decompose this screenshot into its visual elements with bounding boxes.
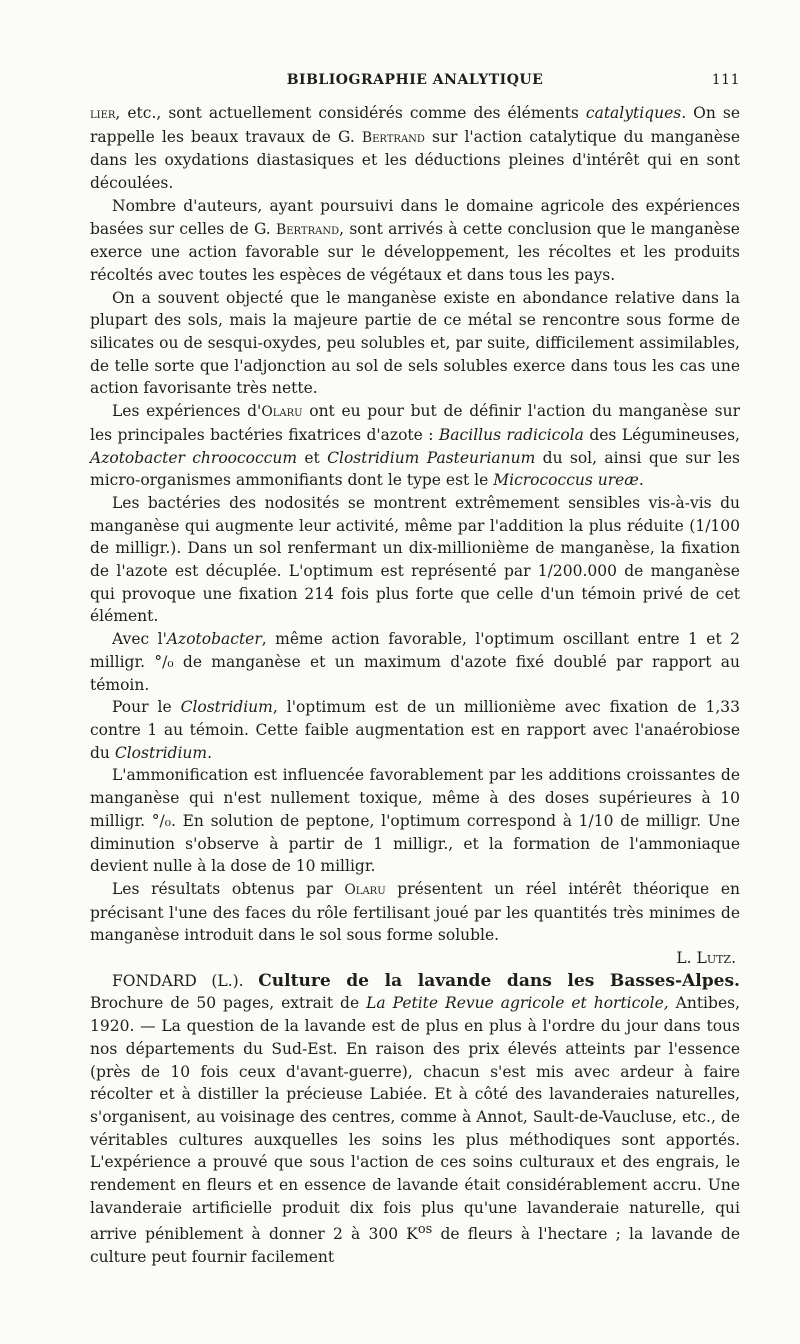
text-run: sur l'action catalytique du manganèse dans les oxydations diastasiques et les déductions pleines d'intérêt qui en sont découlées. [90,127,740,193]
text-run: Antibes, 1920. — La question de la lavande est de plus en plus à l'ordre du jour dans tous nos départements du Sud-Est. En raison des prix élevés atteints par l'essence (près de 10 fois ceux d'avant-guerre), chacun s'est mis avec ardeur à faire récolter et à distiller la précieuse Labiée. Et à côté des lavanderaies naturelles, s'organisent, au voisinage des centres, comme à Annot, Sault-de-Vaucluse, etc., de véritables cultures auxquelles les soins les plus méthodiques sont apportés. L'expérience a prouvé que sous l'action de ces soins culturaux et des engrais, le rendement en fleurs et en essence de lavande était considérablement accru. Une lavanderaie artificielle produit dix fois plus qu'une lavanderaie naturelle, qui arrive péniblement à donner 2 à 300 K [90,994,740,1244]
text-run: , l'optimum est de un millionième avec fixation de 1,33 contre 1 au témoin. Cette faible augmentation est en rapport avec l'anaérobiose du [90,698,740,762]
page-body [90,102,740,1269]
entry-title: Culture de la lavande dans les Basses-Alpes. [258,970,740,991]
species-name: Azotobacter [166,630,262,649]
paragraph-7 [90,696,740,764]
species-name: Azotobacter chroococcum [90,448,298,467]
text-run: Avec l' [112,630,167,649]
text-run: Pour le [112,698,181,717]
text-run: Les expériences d' [112,402,262,421]
paragraph-9 [90,878,740,947]
author-name: Olaru [344,881,386,898]
text-run: Les résultats obtenus par [112,879,345,898]
text-run: , etc., sont actuellement considérés comme des éléments [115,104,586,122]
text-run: du sol, ainsi que sur les micro-organismes ammonifiants dont le type est le [90,448,740,490]
text-run: , même action favorable, l'optimum oscillant entre 1 et 2 milligr. °/₀ de manganèse et un maximum d'azote fixé doublé par rapport au témoin. [90,630,740,694]
paragraph-6 [90,628,740,696]
text-run: , sont arrivés à cette conclusion que le manganèse exerce une action favorable sur le développement, les récoltes et les produits récoltés avec toutes les espèces de végétaux et dans tous les pays. [90,219,740,284]
text-run: des Légumineuses, [583,425,740,444]
text-run: ont eu pour but de définir l'action du manganèse sur les principales bactéries fixatrices d'azote : [90,402,740,444]
species-name: Micrococcus ureæ. [493,471,644,490]
text-run: Les bactéries des nodosités se montrent extrêmement sensibles vis-à-vis du manganèse qui augmente leur activité, même par l'addition la plus réduite (1/100 de milligr.). Dans un sol renfermant un dix-millionième de manganèse, la fixation de l'azote est décuplée. L'optimum est représenté par 1/200.000 de manganèse qui provoque une fixation 214 fois plus forte que celle d'un témoin privé de cet élément. [90,493,740,626]
paragraph-3 [90,287,740,401]
journal-name: La Petite Revue agricole et horticole, [366,994,669,1013]
text-run: lier [90,106,116,122]
species-name: Clostridium. [114,743,213,762]
review-signature: L. Lutz. [676,949,736,968]
author-name: Olaru [261,404,303,421]
paragraph-8 [90,764,740,878]
text-run: de fleurs à l'hectare ; la lavande de culture peut fournir facilement [90,1225,740,1267]
text-run: L'ammonification est influencée favorablement par les additions croissantes de manganèse qui n'est nullement toxique, même à des doses supérieures à 10 milligr. °/₀. En solution de peptone, l'optimum correspond à 1/10 de milligr. Une diminution s'observe à partir de 1 milligr., et la formation de l'ammoniaque devient nulle à la dose de 10 milligr. [90,766,740,876]
text-run: On se rappelle les beaux travaux de G. [90,104,741,146]
text-run: catalytiques. [585,104,687,122]
running-title: BIBLIOGRAPHIE ANALYTIQUE [286,72,544,88]
author-name: Bertrand [276,221,340,238]
bibliography-entry [90,970,740,1269]
paragraph-4 [90,400,740,492]
page-number: 111 [711,72,740,88]
species-name: Clostridium Pasteurianum [327,448,536,467]
text-run: Brochure de 50 pages, extrait de [90,994,367,1013]
paragraph-5 [90,492,740,628]
text-run: On a souvent objecté que le manganèse existe en abondance relative dans la plupart des sols, mais la majeure partie de ce métal se rencontre sous forme de silicates ou de sesqui-oxydes, peu solubles et, par suite, difficilement assimilables, de telle sorte que l'adjonction au sol de sels solubles exerce dans tous les cas une action favorisante très nette. [90,288,740,398]
paragraph-2 [90,195,740,287]
paragraph-1 [90,102,740,195]
text-run: présentent un réel intérêt théorique en précisant l'une des faces du rôle fertilisant joué par les quantités très minimes de manganèse introduit dans le sol sous forme soluble. [90,879,741,945]
species-name: Clostridium [180,698,273,717]
text-run: Nombre d'auteurs, ayant poursuivi dans le domaine agricole des expériences basées sur celles de G. [90,196,740,238]
species-name: Bacillus radicicola [438,425,584,444]
superscript: os [417,1222,433,1238]
entry-author: FONDARD (L.). [112,971,244,990]
text-run: et [297,448,328,467]
author-name: Bertrand [361,129,425,146]
